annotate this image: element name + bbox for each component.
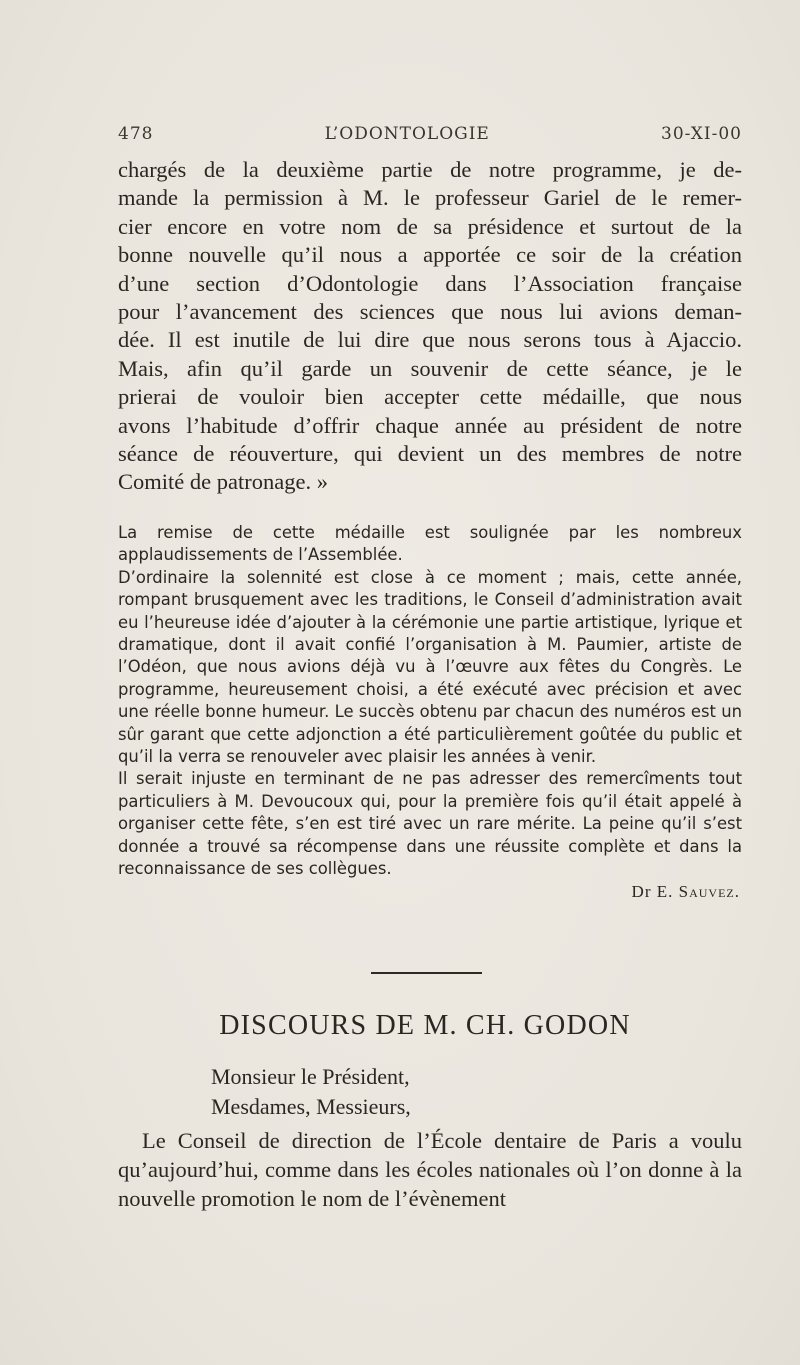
text-line: séance de réouverture, qui devient un des membres de notre — [118, 441, 742, 467]
text-line: Mais, afin qu’il garde un souvenir de cette séance, je le — [118, 355, 742, 381]
report-paragraph: Il serait injuste en terminant de ne pas adresser des remercîments tout particuliers à M. Devoucoux qui, pour la première fois qu’il était appelé à organiser cette fête, s’en est tiré avec un rare mérite. La peine qu’il s’est donnée a trouvé sa récompense dans une réussite complète et dans la reconnaissance de ses collègues. — [118, 769, 742, 879]
opening-paragraph: Le Conseil de direction de l’École dentaire de Paris a voulu qu’aujourd’hui, comme dans les écoles nationales où l’on donne à la nouvelle promotion le nom de l’évènement — [118, 1128, 742, 1211]
text-line: Comité de patronage. » — [118, 469, 328, 495]
report-paragraph: D’ordinaire la solennité est close à ce moment ; mais, cette année, rompant brusquement avec les traditions, le Conseil d’administration avait eu l’heureuse idée d’ajouter à la cérémonie une partie artistique, lyrique et dramatique, dont il avait confié l’organisation à M. Paumier, artiste de l’Odéon, que nous avions déjà vu à l’œuvre aux fêtes du Congrès. Le programme, heureusement choisi, a été exécuté avec précision et avec une réelle bonne humeur. Le succès obtenu par chacun des numéros est un sûr garant que cette adjonction a été particulièrement goûtée du public et qu’il la verra se renouveler avec plaisir les années à venir. — [118, 567, 742, 767]
signature-name: E. Sauvez. — [656, 881, 740, 901]
text-line: prierai de vouloir bien accepter cette médaille, que nous — [118, 384, 742, 410]
page-number: 478 — [118, 124, 154, 144]
text-line: bonne nouvelle qu’il nous a apportée ce soir de la création — [118, 242, 742, 268]
discours-opening — [118, 1126, 742, 1213]
report-section — [118, 522, 742, 903]
section-divider — [371, 972, 482, 974]
issue-date: 30-XI-00 — [661, 124, 742, 144]
text-line: pour l’avancement des sciences que nous lui avions deman- — [118, 299, 742, 325]
text-line: mande la permission à M. le professeur Gariel de le remer- — [118, 185, 742, 211]
salutation-line: Monsieur le Président, — [211, 1064, 410, 1089]
signature — [118, 881, 742, 903]
text-line: cier encore en votre nom de sa présidence et surtout de la — [118, 213, 742, 239]
report-paragraph: La remise de cette médaille est soulignée par les nombreux applaudissements de l’Assemblée. — [118, 523, 742, 565]
salutation — [211, 1062, 411, 1122]
text-line: d’une section d’Odontologie dans l’Association française — [118, 270, 742, 296]
text-line: chargés de la deuxième partie de notre programme, je de- — [118, 157, 742, 182]
signature-prefix: Dr — [631, 881, 652, 901]
running-header — [118, 124, 742, 144]
text-line: avons l’habitude d’offrir chaque année au président de notre — [118, 412, 742, 438]
journal-title: L’ODONTOLOGIE — [324, 124, 490, 144]
salutation-line: Mesdames, Messieurs, — [211, 1094, 411, 1119]
section-title: DISCOURS DE M. CH. GODON — [219, 1010, 631, 1041]
text-line: dée. Il est inutile de lui dire que nous serons tous à Ajaccio. — [118, 327, 742, 353]
speech-conclusion — [118, 156, 742, 497]
